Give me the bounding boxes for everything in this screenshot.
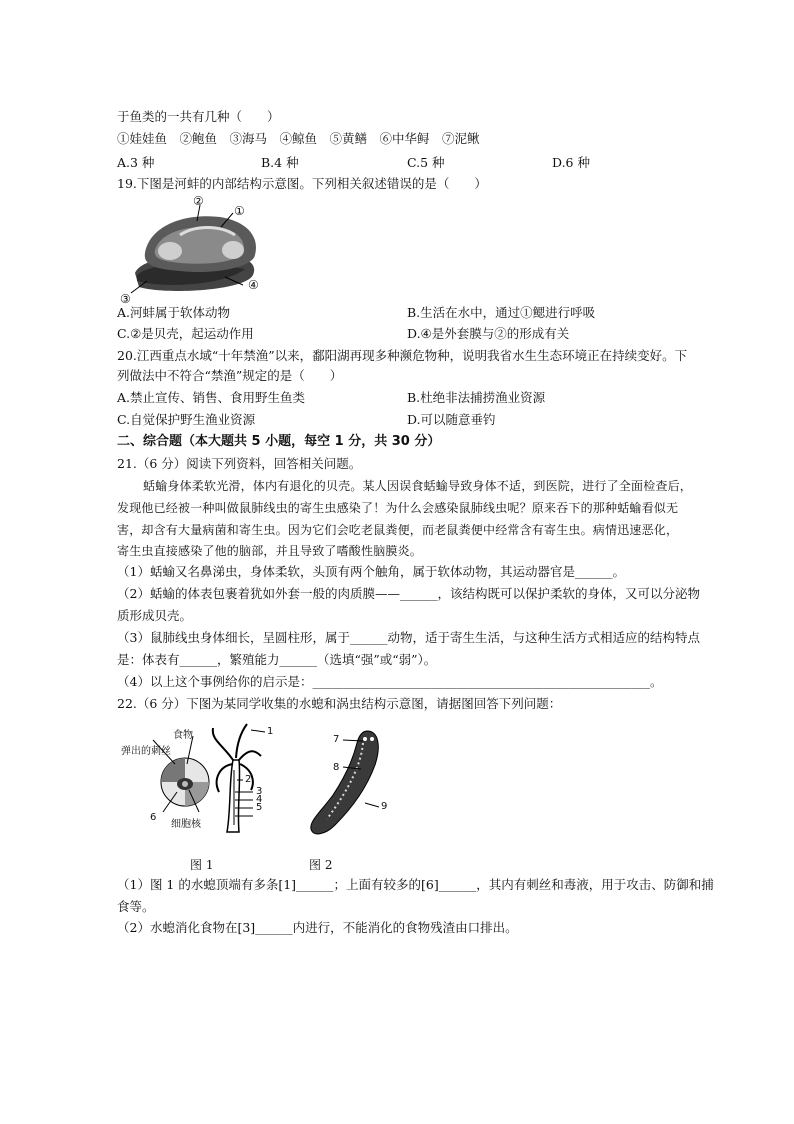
fig1-label-2: 2 bbox=[245, 774, 252, 785]
fig1-label-3: 3 bbox=[256, 786, 263, 797]
q21-sub2-line1: （2）蛞蝓的体表包裹着犹如外套一般的肉质膜——______，该结构既可以保护柔软的身体，又可以分泌物 bbox=[117, 586, 700, 601]
q21-stem: 21.（6 分）阅读下列资料，回答相关问题。 bbox=[117, 456, 362, 471]
q21-sub3-line2: 是：体表有______，繁殖能力______（选填“强”或“弱”）。 bbox=[117, 652, 437, 667]
fig1-label-6: 6 bbox=[150, 812, 157, 823]
q21-sub1: （1）蛞蝓又名鼻涕虫，身体柔软，头顶有两个触角，属于软体动物，其运动器官是______。 bbox=[117, 564, 625, 579]
q18-option-d: D.6 种 bbox=[552, 155, 590, 170]
clam-label-3: ③ bbox=[120, 292, 131, 306]
q20-option-b: B.杜绝非法捕捞渔业资源 bbox=[407, 390, 546, 405]
fig1-label-food: 食物 bbox=[173, 730, 193, 741]
q22-stem: 22.（6 分）下图为某同学收集的水螅和涡虫结构示意图，请据图回答下列问题： bbox=[117, 696, 562, 711]
q22-sub1-line2: 食等。 bbox=[117, 899, 155, 914]
q19-stem: 19.下图是河蚌的内部结构示意图。下列相关叙述错误的是（ ） bbox=[117, 176, 487, 191]
section2-heading: 二、综合题（本大题共 5 小题，每空 1 分，共 30 分） bbox=[117, 434, 441, 449]
q19-option-a: A.河蚌属于软体动物 bbox=[117, 305, 231, 320]
q19-option-d: D.④是外套膜与②的形成有关 bbox=[407, 326, 570, 341]
hydra-figure bbox=[115, 720, 285, 850]
q22-sub2: （2）水螅消化食物在[3]______内进行，不能消化的食物残渣由口排出。 bbox=[117, 920, 518, 935]
clam-label-4: ④ bbox=[248, 278, 259, 292]
fig2-label-9: 9 bbox=[381, 801, 388, 812]
fig1-label-5: 5 bbox=[256, 802, 263, 813]
fig2-label-8: 8 bbox=[333, 762, 340, 773]
q20-option-a: A.禁止宣传、销售、食用野生鱼类 bbox=[117, 390, 306, 405]
q18-items: ①娃娃鱼 ②鲍鱼 ③海马 ④鲸鱼 ⑤黄鳝 ⑥中华鲟 ⑦泥鳅 bbox=[117, 131, 480, 146]
q18-option-c: C.5 种 bbox=[407, 155, 445, 170]
q22-sub1-line1: （1）图 1 的水螅顶端有多条[1]______；上面有较多的[6]______，其内有刺丝和毒液，用于攻击、防御和捕 bbox=[117, 877, 714, 892]
fig1-label-1: 1 bbox=[267, 726, 274, 737]
figure1-caption: 图 1 bbox=[190, 858, 214, 872]
q21-passage-line1: 蛞蝓身体柔软光滑，体内有退化的贝壳。某人因误食蛞蝓导致身体不适，到医院，进行了全面检查后， bbox=[143, 479, 693, 493]
q19-option-b: B.生活在水中，通过①鳃进行呼吸 bbox=[407, 305, 596, 320]
fig2-label-7: 7 bbox=[333, 734, 340, 745]
planarian-figure bbox=[305, 725, 395, 840]
q18-option-a: A.3 种 bbox=[117, 155, 155, 170]
clam-label-2: ② bbox=[193, 194, 204, 208]
q21-passage-line4: 寄生虫直接感染了他的脑部，并且导致了嗜酸性脑膜炎。 bbox=[117, 544, 423, 558]
q21-sub4: （4）以上这个事例给你的启示是：______________________________________________________。 bbox=[117, 674, 663, 689]
q21-passage-line3: 害，却含有大量病菌和寄生虫。因为它们会吃老鼠粪便，而老鼠粪便中经常含有寄生虫。病情迅速恶化， bbox=[117, 523, 679, 537]
q21-passage-line2: 发现他已经被一种叫做鼠肺线虫的寄生虫感染了！为什么会感染鼠肺线虫呢？原来吞下的那种蛞蝓看似无 bbox=[117, 501, 679, 515]
fig1-label-nucleus: 细胞核 bbox=[171, 819, 201, 830]
clam-label-1: ① bbox=[234, 204, 245, 218]
q18-stem-tail: 于鱼类的一共有几种（ ） bbox=[117, 109, 280, 124]
q20-option-d: D.可以随意垂钓 bbox=[407, 412, 496, 427]
q20-stem-line2: 列做法中不符合“禁渔”规定的是（ ） bbox=[117, 368, 343, 383]
q21-sub2-line2: 质形成贝壳。 bbox=[117, 608, 193, 623]
q20-stem-line1: 20.江西重点水域“十年禁渔”以来，鄱阳湖再现多种濒危物种，说明我省水生生态环境正在持续变好。下 bbox=[117, 348, 688, 363]
q18-option-b: B.4 种 bbox=[261, 155, 299, 170]
fig1-label-4: 4 bbox=[256, 794, 263, 805]
q21-sub3-line1: （3）鼠肺线虫身体细长，呈圆柱形，属于______动物，适于寄生生活，与这种生活方式相适应的结构特点 bbox=[117, 630, 700, 645]
figure2-caption: 图 2 bbox=[309, 858, 333, 872]
q20-option-c: C.自觉保护野生渔业资源 bbox=[117, 412, 256, 427]
fig1-label-spit-thread: 弹出的刺丝 bbox=[121, 746, 171, 757]
q19-option-c: C.②是贝壳，起运动作用 bbox=[117, 326, 254, 341]
